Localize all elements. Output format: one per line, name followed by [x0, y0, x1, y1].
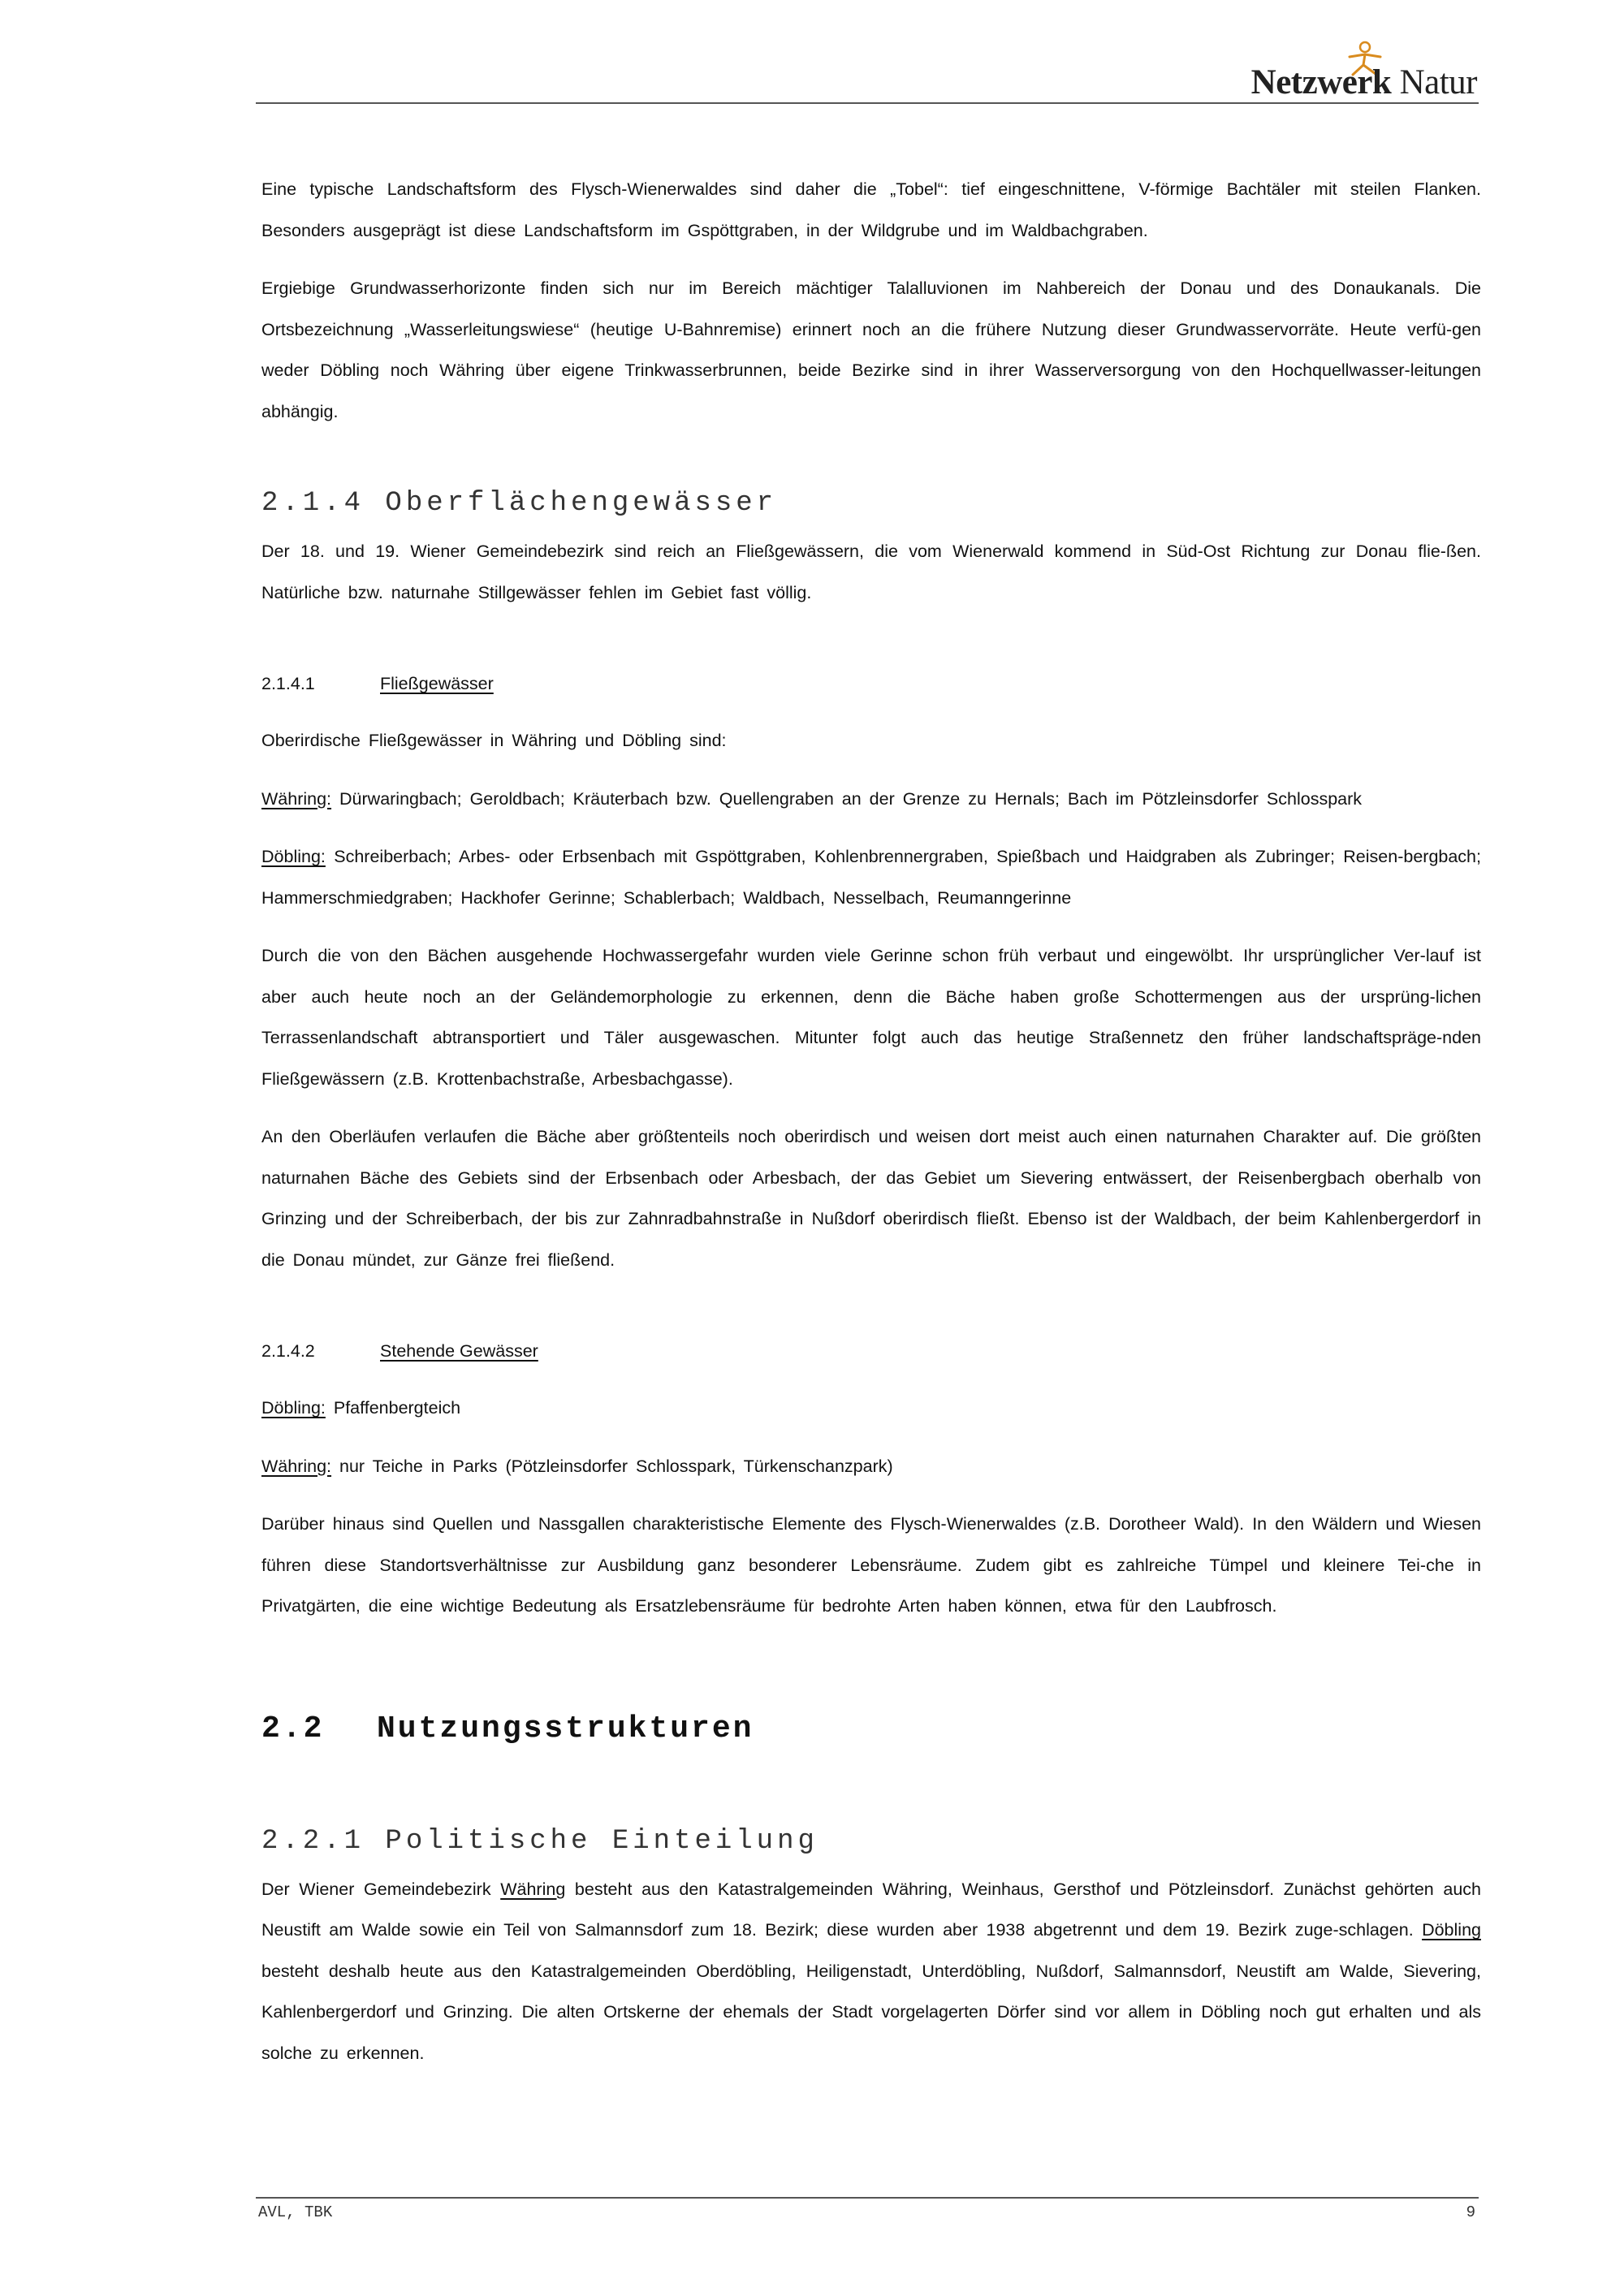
- text-run: besteht deshalb heute aus den Katastralgemeinden Oberdöbling, Heiligenstadt, Unterdöbling, Nußdorf, Salmannsdorf, Neustift am Walde, Sievering, Kahlenbergerdorf und Grinzing. Die alten Ortskerne der ehemals der Stadt vorgelagerten Dörfer sind vor allem in Döbling noch gut erhalten und als solche zu erkennen.: [261, 1961, 1481, 2063]
- text-run: Der Wiener Gemeindebezirk: [261, 1879, 501, 1899]
- fliess-paragraph-1: Durch die von den Bächen ausgehende Hochwassergefahr wurden viele Gerinne schon früh verbaut und eingewölbt. Ihr ursprünglicher Ver-lauf ist aber auch heute noch an der Geländemorphologie zu erkennen, denn die Bäche haben große Schottermengen aus der ursprüng-lichen Terrassenlandschaft abtransportiert und Täler ausgewaschen. Mitunter folgt auch das heutige Straßennetz den früher landschaftspräge-nden Fließgewässern (z.B. Krottenbachstraße, Arbesbachgasse).: [261, 946, 1481, 1089]
- stehend-paragraph: Darüber hinaus sind Quellen und Nassgallen charakteristische Elemente des Flysch-Wienerwaldes (z.B. Dorotheer Wald). In den Wäldern und Wiesen führen diese Standortsverhältnisse zur Ausbildung ganz besonderer Lebensräume. Zudem gibt es zahlreiche Tümpel und kleinere Tei-che in Privatgärten, die eine wichtige Bedeutung als Ersatzlebensräume für bedrohte Arten haben können, etwa für den Laubfrosch.: [261, 1514, 1481, 1616]
- page-content: [261, 169, 1481, 2074]
- waehring-stehend-text: nur Teiche in Parks (Pötzleinsdorfer Schlosspark, Türkenschanzpark): [331, 1456, 893, 1476]
- fliess-paragraph-2: An den Oberläufen verlaufen die Bäche aber größtenteils noch oberirdisch und weisen dort meist auch einen naturnahen Charakter auf. Die größten naturnahen Bäche des Gebiets sind der Erbsenbach oder Arbesbach, der das Gebiet um Sievering entwässert, der Reisenbergbach oberhalb von Grinzing und der Schreiberbach, der bis zur Zahnradbahnstraße in Nußdorf oberirdisch fließt. Ebenso ist der Waldbach, der beim Kahlenbergerdorf in die Donau mündet, zur Gänze frei fließend.: [261, 1127, 1481, 1270]
- politische-paragraph: [261, 1869, 1481, 2074]
- doebling-stehend: [261, 1388, 1481, 1429]
- heading-number: 2.1.4.2: [261, 1341, 315, 1361]
- heading-2-1-4-1: [261, 663, 1481, 704]
- logo-bold: Netzwerk: [1250, 63, 1392, 101]
- doebling-list-text: Schreiberbach; Arbes- oder Erbsenbach mit Gspöttgraben, Kohlenbrennergraben, Spießbach und Haidgraben als Zubringer; Reisen-bergbach; Hammerschmiedgraben; Hackhofer Gerinne; Schablerbach; Waldbach, Nesselbach, Reumanngerinne: [261, 847, 1481, 908]
- heading-2-1-4-2: [261, 1331, 1481, 1371]
- waehring-stehend: [261, 1446, 1481, 1487]
- heading-title: Stehende Gewässer: [380, 1341, 538, 1361]
- oberflaechen-paragraph: Der 18. und 19. Wiener Gemeindebezirk sind reich an Fließgewässern, die vom Wienerwald kommend in Süd-Ost Richtung zur Donau flie-ßen. Natürliche bzw. naturnahe Stillgewässer fehlen im Gebiet fast völlig.: [261, 542, 1481, 602]
- intro-paragraph-1: Eine typische Landschaftsform des Flysch-Wienerwaldes sind daher die „Tobel“: tief eingeschnittene, V-förmige Bachtäler mit steilen Flanken. Besonders ausgeprägt ist diese Landschaftsform im Gspöttgraben, in der Wildgrube und im Waldbachgraben.: [261, 179, 1481, 240]
- netzwerk-natur-logo: [1217, 32, 1477, 106]
- intro-paragraph-2: Ergiebige Grundwasserhorizonte finden sich nur im Bereich mächtiger Talalluvionen im Nahbereich der Donau und des Donaukanals. Die Ortsbezeichnung „Wasserleitungswiese“ (heutige U-Bahnremise) erinnert noch an die frühere Nutzung dieser Grundwasservorräte. Heute verfü-gen weder Döbling noch Währing über eigene Trinkwasserbrunnen, beide Bezirke sind in ihrer Wasserversorgung von den Hochquellwasser-leitungen abhängig.: [261, 278, 1481, 421]
- waehring-term: Währing: [500, 1879, 566, 1899]
- page-header: [256, 24, 1479, 104]
- waehring-list-text: Dürwaringbach; Geroldbach; Kräuterbach bzw. Quellengraben an der Grenze zu Hernals; Bach im Pötzleinsdorfer Schlosspark: [331, 788, 1363, 809]
- waehring-label: Währing:: [261, 788, 332, 809]
- heading-number: 2.2: [261, 1711, 325, 1746]
- doebling-stehend-text: Pfaffenbergteich: [325, 1398, 461, 1418]
- doebling-term: Döbling: [1422, 1920, 1481, 1940]
- fliess-intro: Oberirdische Fließgewässer in Währing und Döbling sind:: [261, 731, 727, 750]
- logo-text: [1251, 63, 1477, 102]
- waehring-list: [261, 779, 1481, 820]
- footer-authors: AVL, TBK: [258, 2203, 333, 2221]
- doebling-label: Döbling:: [261, 1398, 326, 1418]
- heading-2-2: [261, 1710, 1481, 1749]
- heading-title: Nutzungsstrukturen: [377, 1711, 754, 1746]
- doebling-list: [261, 836, 1481, 918]
- doebling-label: Döbling:: [261, 847, 326, 866]
- logo-regular: Natur: [1399, 63, 1477, 101]
- text-run: besteht aus den Katastralgemeinden Währing, Weinhaus, Gersthof und Pötzleinsdorf. Zunächst gehörten auch Neustift am Walde sowie ein Teil von Salmannsdorf zum 18. Bezirk; diese wurden aber 1938 abgetrennt und dem 19. Bezirk zuge-schlagen.: [261, 1879, 1481, 1940]
- heading-2-1-4: 2.1.4 Oberflächengewässer: [261, 488, 778, 519]
- heading-number: 2.1.4.1: [261, 674, 315, 693]
- waehring-label: Währing:: [261, 1456, 332, 1476]
- page-footer: [256, 2197, 1479, 2221]
- heading-title: Fließgewässer: [380, 674, 494, 693]
- page-number: 9: [1466, 2203, 1475, 2221]
- heading-2-2-1: 2.2.1 Politische Einteilung: [261, 1825, 818, 1857]
